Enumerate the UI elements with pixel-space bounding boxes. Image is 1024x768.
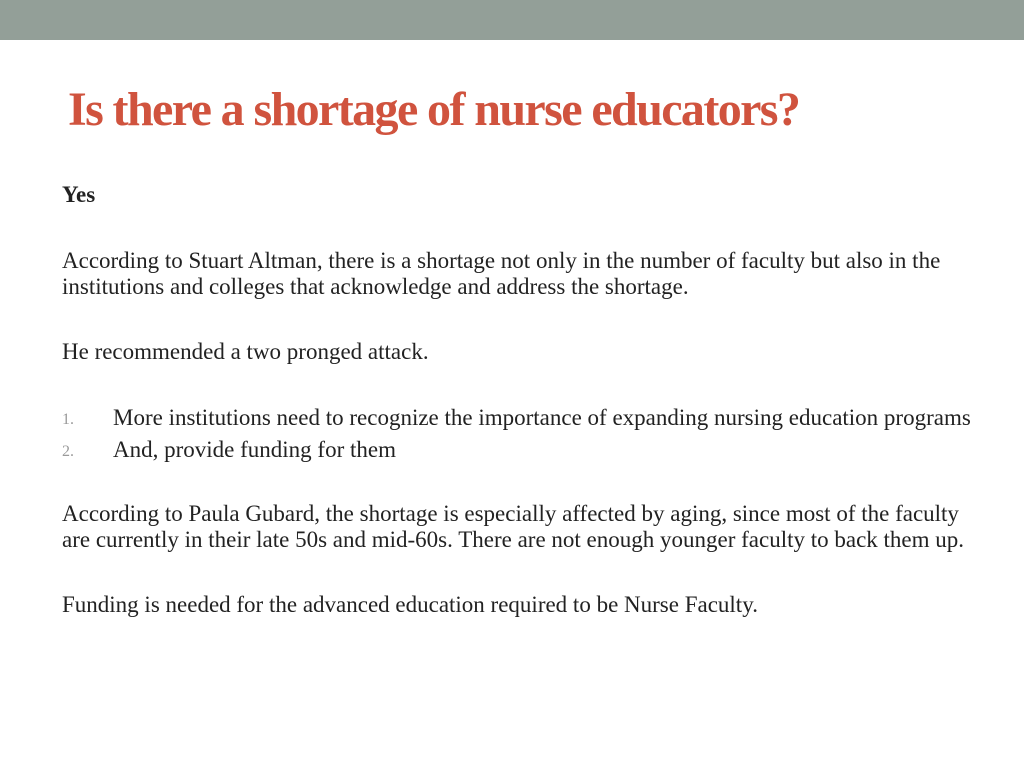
- paragraph-funding: Funding is needed for the advanced education required to be Nurse Faculty.: [62, 592, 758, 617]
- list-item: [62, 437, 982, 463]
- list-item-number: 2.: [62, 443, 74, 460]
- paragraph-gubard: According to Paula Gubard, the shortage is especially affected by aging, since most of the faculty are currently in their late 50s and mid-60s. There are not enough younger faculty to back them up.: [62, 501, 965, 552]
- slide-title: Is there a shortage of nurse educators?: [68, 83, 800, 136]
- slide-header-bar: [0, 0, 1024, 40]
- list-item-text: And, provide funding for them: [113, 437, 396, 462]
- list-item-number: 1.: [62, 411, 74, 428]
- list-item-text: More institutions need to recognize the importance of expanding nursing education programs: [113, 405, 971, 430]
- slide-content: [62, 180, 982, 618]
- paragraph-recommendation: He recommended a two pronged attack.: [62, 339, 429, 364]
- answer-label: Yes: [62, 182, 96, 207]
- paragraph-altman: According to Stuart Altman, there is a shortage not only in the number of faculty but also in the institutions and colleges that acknowledge and address the shortage.: [62, 248, 941, 299]
- list-item: [62, 405, 982, 431]
- recommendation-list: [62, 405, 982, 463]
